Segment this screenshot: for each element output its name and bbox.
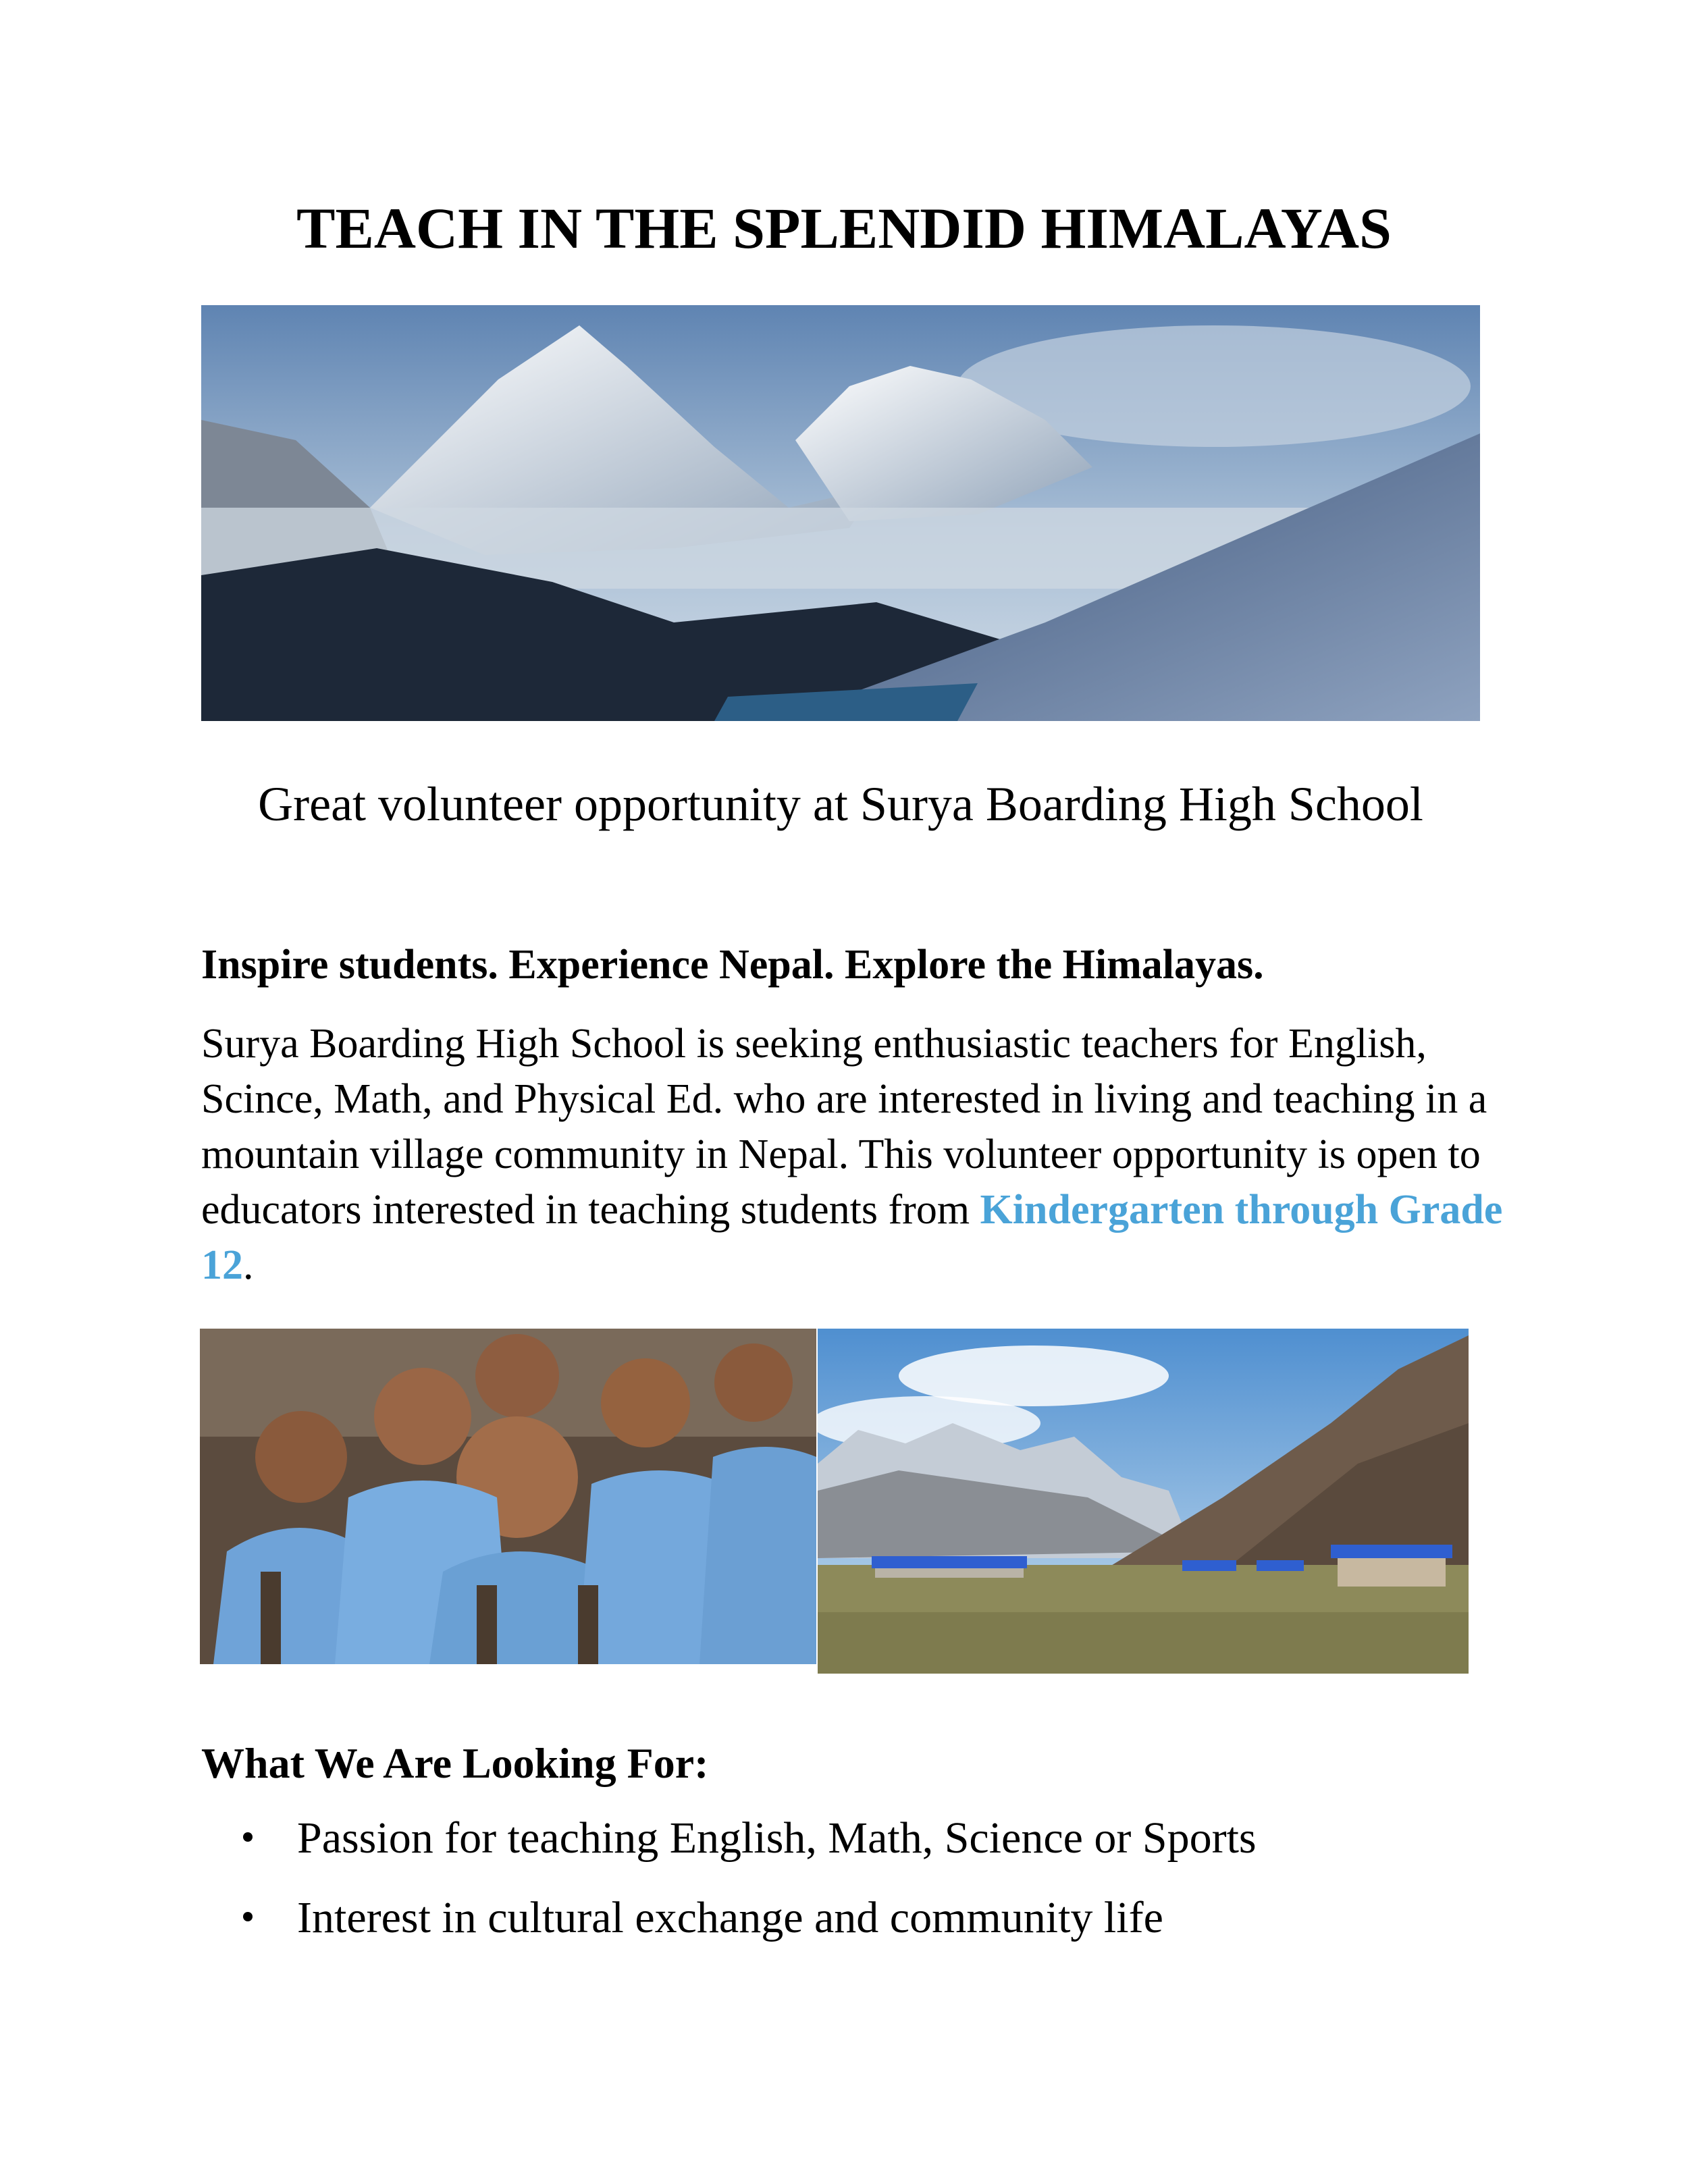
students-photo bbox=[200, 1329, 816, 1664]
list-item-text: Passion for teaching English, Math, Science or Sports bbox=[297, 1813, 1257, 1863]
school-campus-photo bbox=[818, 1329, 1469, 1674]
list-item bbox=[230, 1813, 1257, 1896]
looking-for-list bbox=[230, 1813, 1257, 1975]
intro-text-end: . bbox=[243, 1242, 254, 1288]
intro-paragraph bbox=[201, 1016, 1518, 1293]
list-item bbox=[230, 1893, 1257, 1975]
tagline: Inspire students. Experience Nepal. Explore the Himalayas. bbox=[201, 942, 1264, 988]
intro-text: Surya Boarding High School is seeking enthusiastic teachers for English, Scince, Math, and Physical Ed. who are interested in living and teaching in a mountain village community in Nepal. This volunteer opportunity is open to educators interested in teaching students from bbox=[201, 1021, 1487, 1233]
page-title: TEACH IN THE SPLENDID HIMALAYAS bbox=[296, 196, 1392, 261]
list-item-text: Interest in cultural exchange and community life bbox=[297, 1893, 1163, 1942]
hero-mountain-photo bbox=[201, 305, 1480, 721]
grade-range-highlight: Kindergarten through Grade 12 bbox=[201, 1187, 1503, 1288]
looking-for-heading: What We Are Looking For: bbox=[201, 1739, 709, 1787]
bullet-icon bbox=[243, 1912, 253, 1921]
subtitle: Great volunteer opportunity at Surya Boarding High School bbox=[258, 777, 1423, 831]
bullet-icon bbox=[243, 1832, 253, 1842]
